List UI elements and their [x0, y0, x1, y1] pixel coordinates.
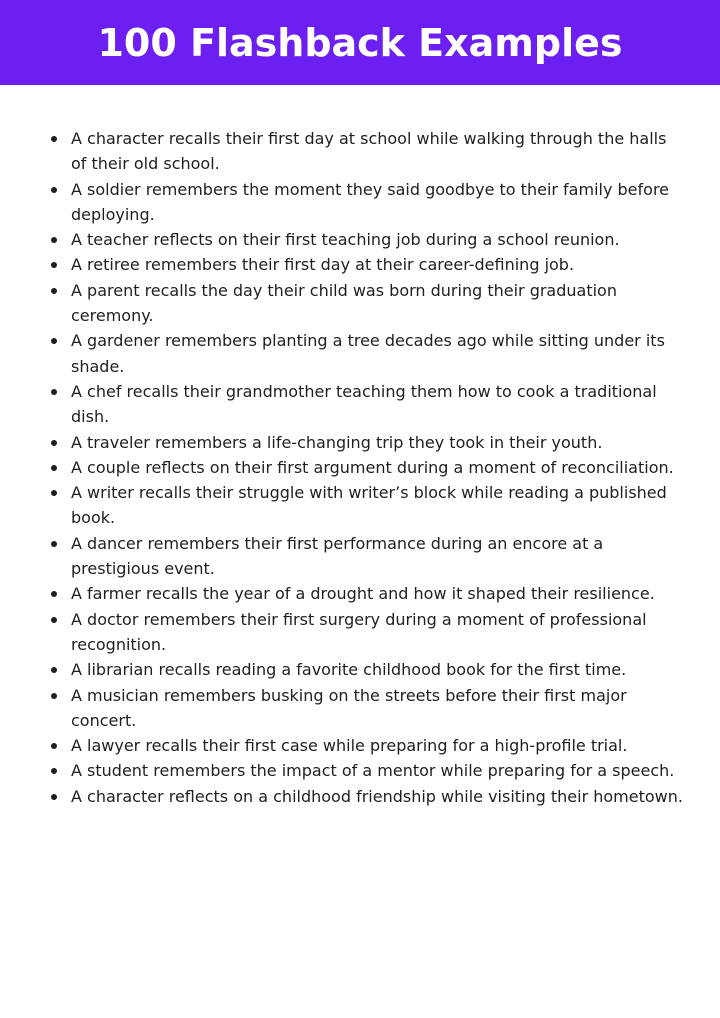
- list-item-text: A parent recalls the day their child was born during their graduation ceremony.: [71, 280, 617, 326]
- page-header: [0, 0, 720, 85]
- list-item-text: A couple reflects on their first argument during a moment of reconciliation.: [71, 457, 674, 477]
- list-item: [0, 758, 720, 783]
- bullet-icon: [51, 237, 57, 243]
- list-item-text: A student remembers the impact of a mentor while preparing for a speech.: [71, 761, 675, 781]
- bullet-icon: [51, 288, 57, 294]
- list-item-text: A gardener remembers planting a tree decades ago while sitting under its shade.: [71, 331, 665, 376]
- list-item: [0, 430, 720, 455]
- examples-list: [0, 126, 720, 809]
- list-item-text: A character recalls their first day at school while walking through the halls of their old school.: [71, 129, 667, 174]
- bullet-icon: [51, 794, 57, 800]
- list-item: [0, 581, 720, 606]
- bullet-icon: [51, 591, 57, 597]
- list-item-text: A soldier remembers the moment they said goodbye to their family before deploying.: [71, 179, 670, 224]
- list-item-text: A character reflects on a childhood friendship while visiting their hometown.: [71, 786, 683, 806]
- list-item-text: A dancer remembers their first performance during an encore at a prestigious event.: [71, 533, 604, 579]
- list-item-text: A lawyer recalls their first case while preparing for a high-profile trial.: [71, 736, 628, 756]
- bullet-icon: [51, 490, 57, 496]
- bullet-icon: [51, 262, 57, 268]
- bullet-icon: [51, 667, 57, 673]
- list-item: [0, 252, 720, 277]
- list-item: [0, 278, 720, 329]
- list-item: [0, 328, 720, 379]
- bullet-icon: [51, 768, 57, 774]
- list-item: [0, 784, 720, 809]
- list-item-text: A teacher reflects on their first teaching job during a school reunion.: [71, 230, 620, 250]
- list-item-text: A writer recalls their struggle with writer’s block while reading a published book.: [71, 483, 667, 528]
- bullet-icon: [51, 338, 57, 344]
- list-item: [0, 733, 720, 758]
- list-item-text: A farmer recalls the year of a drought and how it shaped their resilience.: [71, 584, 655, 604]
- list-item: [0, 455, 720, 480]
- list-item: [0, 657, 720, 682]
- list-item-text: A traveler remembers a life-changing trip they took in their youth.: [71, 432, 603, 452]
- list-item-text: A retiree remembers their first day at their career-defining job.: [71, 255, 575, 275]
- bullet-icon: [51, 541, 57, 547]
- list-item: [0, 607, 720, 658]
- list-item: [0, 480, 720, 531]
- list-item: [0, 227, 720, 252]
- bullet-icon: [51, 617, 57, 623]
- bullet-icon: [51, 465, 57, 471]
- list-item-text: A chef recalls their grandmother teaching them how to cook a traditional dish.: [71, 381, 657, 427]
- bullet-icon: [51, 136, 57, 142]
- list-item: [0, 683, 720, 734]
- list-item-text: A musician remembers busking on the streets before their first major concert.: [71, 685, 627, 730]
- list-item-text: A librarian recalls reading a favorite childhood book for the first time.: [71, 660, 627, 680]
- bullet-icon: [51, 693, 57, 699]
- list-item-text: A doctor remembers their first surgery during a moment of professional recognition.: [71, 609, 647, 654]
- list-item: [0, 177, 720, 228]
- list-item: [0, 126, 720, 177]
- bullet-icon: [51, 440, 57, 446]
- list-item: [0, 531, 720, 582]
- bullet-icon: [51, 743, 57, 749]
- list-item: [0, 379, 720, 430]
- bullet-icon: [51, 187, 57, 193]
- bullet-icon: [51, 389, 57, 395]
- page-title: 100 Flashback Examples: [97, 20, 623, 65]
